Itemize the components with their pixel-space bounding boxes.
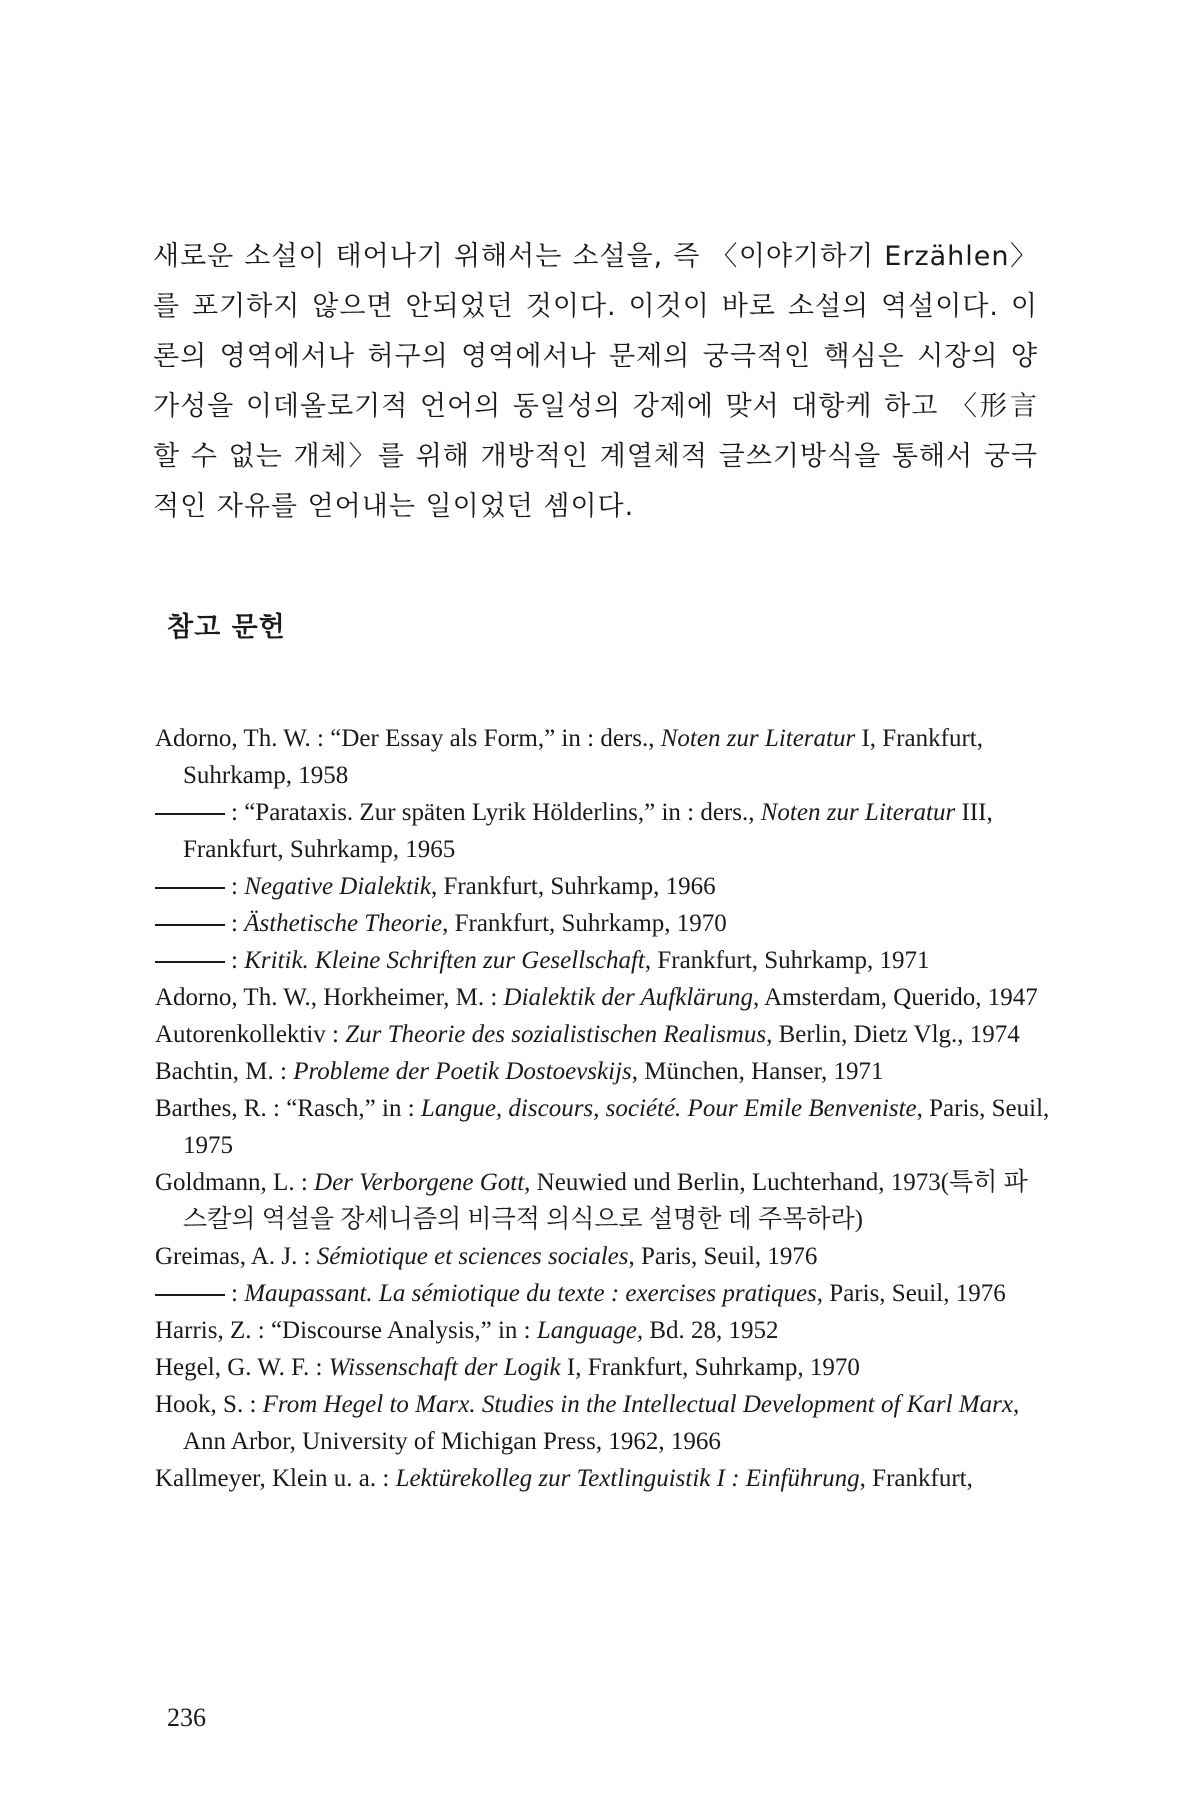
- reference-title: Wissenschaft der Logik: [328, 1354, 561, 1381]
- reference-title: Kritik. Kleine Schriften zur Gesellschaft: [244, 947, 645, 974]
- reference-entry: [155, 1016, 1050, 1053]
- reference-title: Dialektik der Aufklärung: [503, 984, 754, 1011]
- reference-publication: , Paris, Seuil, 1976: [816, 1280, 1006, 1307]
- reference-title: Noten zur Literatur: [660, 725, 856, 752]
- reference-publication: , Paris, Seuil, 1975: [183, 1095, 1050, 1159]
- reference-entry: [155, 868, 1050, 905]
- reference-title: Sémiotique et sciences sociales: [316, 1243, 629, 1270]
- reference-publication: I, Frankfurt, Suhrkamp, 1958: [183, 725, 983, 789]
- reference-author: Goldmann, L. :: [155, 1169, 315, 1196]
- reference-title: From Hegel to Marx. Studies in the Intellectual Development of Karl Marx: [262, 1391, 1013, 1418]
- reference-publication: III, Frankfurt, Suhrkamp, 1965: [183, 799, 993, 863]
- reference-title: Language,: [536, 1317, 644, 1344]
- reference-publication: , Frankfurt, Suhrkamp, 1971: [644, 947, 930, 974]
- page-number: 236: [167, 1703, 206, 1732]
- reference-author: Greimas, A. J. :: [155, 1243, 317, 1270]
- reference-publication: , Ann Arbor, University of Michigan Press, 1962, 1966: [183, 1391, 1020, 1455]
- reference-title: Negative Dialektik: [244, 873, 431, 900]
- reference-publication: , Paris, Seuil, 1976: [628, 1243, 818, 1270]
- reference-title: Lektürekolleg zur Textlinguistik I : Einführung: [395, 1465, 860, 1492]
- reference-publication: , Amsterdam, Querido, 1947: [753, 984, 1038, 1011]
- reference-entry: [155, 1349, 1050, 1386]
- reference-entry: [155, 1164, 1050, 1238]
- reference-entry: [155, 1312, 1050, 1349]
- reference-entry: [155, 942, 1050, 979]
- reference-author: :: [231, 947, 245, 974]
- reference-title: Probleme der Poetik Dostoevskijs: [293, 1058, 632, 1085]
- reference-entry: [155, 1275, 1050, 1312]
- reference-title: Noten zur Literatur: [760, 799, 956, 826]
- reference-publication: , Frankfurt, Suhrkamp, 1966: [430, 873, 716, 900]
- reference-publication: Bd. 28, 1952: [643, 1317, 779, 1344]
- reference-author: Hook, S. :: [155, 1391, 263, 1418]
- reference-title: Maupassant. La sémiotique du texte : exercises pratiques: [244, 1280, 817, 1307]
- reference-entry: [155, 1053, 1050, 1090]
- reference-author: Adorno, Th. W., Horkheimer, M. :: [155, 984, 504, 1011]
- reference-title: Der Verborgene Gott: [314, 1169, 525, 1196]
- reference-author: :: [231, 873, 245, 900]
- body-paragraph: 새로운 소설이 태어나기 위해서는 소설을, 즉 〈이야기하기 Erzählen〉를 포기하지 않으면 안되었던 것이다. 이것이 바로 소설의 역설이다. 이론의 영역에서나 허구의 영역에서나 문제의 궁극적인 핵심은 시장의 양가성을 이데올로기적 언어의 동일성의 강제에 맞서 대항케 하고 〈形言할 수 없는 개체〉를 위해 개방적인 계열체적 글쓰기방식을 통해서 궁극적인 자유를 얻어내는 일이었던 셈이다.: [153, 241, 1038, 522]
- reference-publication: I, Frankfurt, Suhrkamp, 1970: [560, 1354, 860, 1381]
- references-heading: 참고 문헌: [167, 612, 286, 643]
- reference-publication: , Frankfurt,: [859, 1465, 973, 1492]
- reference-publication: , Berlin, Dietz Vlg., 1974: [766, 1021, 1020, 1048]
- ditto-dash: [155, 1294, 225, 1296]
- reference-entry: [155, 979, 1050, 1016]
- ditto-dash: [155, 924, 225, 926]
- reference-title: Ästhetische Theorie: [244, 910, 443, 937]
- reference-title: Zur Theorie des sozialistischen Realismus: [345, 1021, 767, 1048]
- reference-author: : “Parataxis. Zur späten Lyrik Hölderlins,” in : ders.,: [231, 799, 761, 826]
- reference-entry: [155, 1460, 1050, 1497]
- reference-entry: [155, 1090, 1050, 1164]
- reference-author: Barthes, R. : “Rasch,” in :: [155, 1095, 421, 1122]
- ditto-dash: [155, 961, 225, 963]
- reference-author: :: [231, 910, 245, 937]
- reference-entry: [155, 1238, 1050, 1275]
- reference-author: Harris, Z. : “Discourse Analysis,” in :: [155, 1317, 537, 1344]
- reference-author: Hegel, G. W. F. :: [155, 1354, 329, 1381]
- ditto-dash: [155, 887, 225, 889]
- reference-author: Adorno, Th. W. : “Der Essay als Form,” in : ders.,: [155, 725, 661, 752]
- reference-author: :: [231, 1280, 245, 1307]
- reference-author: Kallmeyer, Klein u. a. :: [155, 1465, 396, 1492]
- reference-entry: [155, 794, 1050, 868]
- reference-author: Bachtin, M. :: [155, 1058, 294, 1085]
- reference-title: Langue, discours, société. Pour Emile Benveniste: [420, 1095, 917, 1122]
- reference-entry: [155, 720, 1050, 794]
- reference-list: [155, 720, 1050, 1497]
- reference-author: Autorenkollektiv :: [155, 1021, 346, 1048]
- ditto-dash: [155, 813, 225, 815]
- reference-entry: [155, 1386, 1050, 1460]
- reference-entry: [155, 905, 1050, 942]
- reference-publication: , Neuwied und Berlin, Luchterhand, 1973(특히 파스칼의 역설을 장세니즘의 비극적 의식으로 설명한 데 주목하라): [183, 1169, 1028, 1233]
- reference-publication: , München, Hanser, 1971: [631, 1058, 884, 1085]
- reference-publication: , Frankfurt, Suhrkamp, 1970: [442, 910, 727, 937]
